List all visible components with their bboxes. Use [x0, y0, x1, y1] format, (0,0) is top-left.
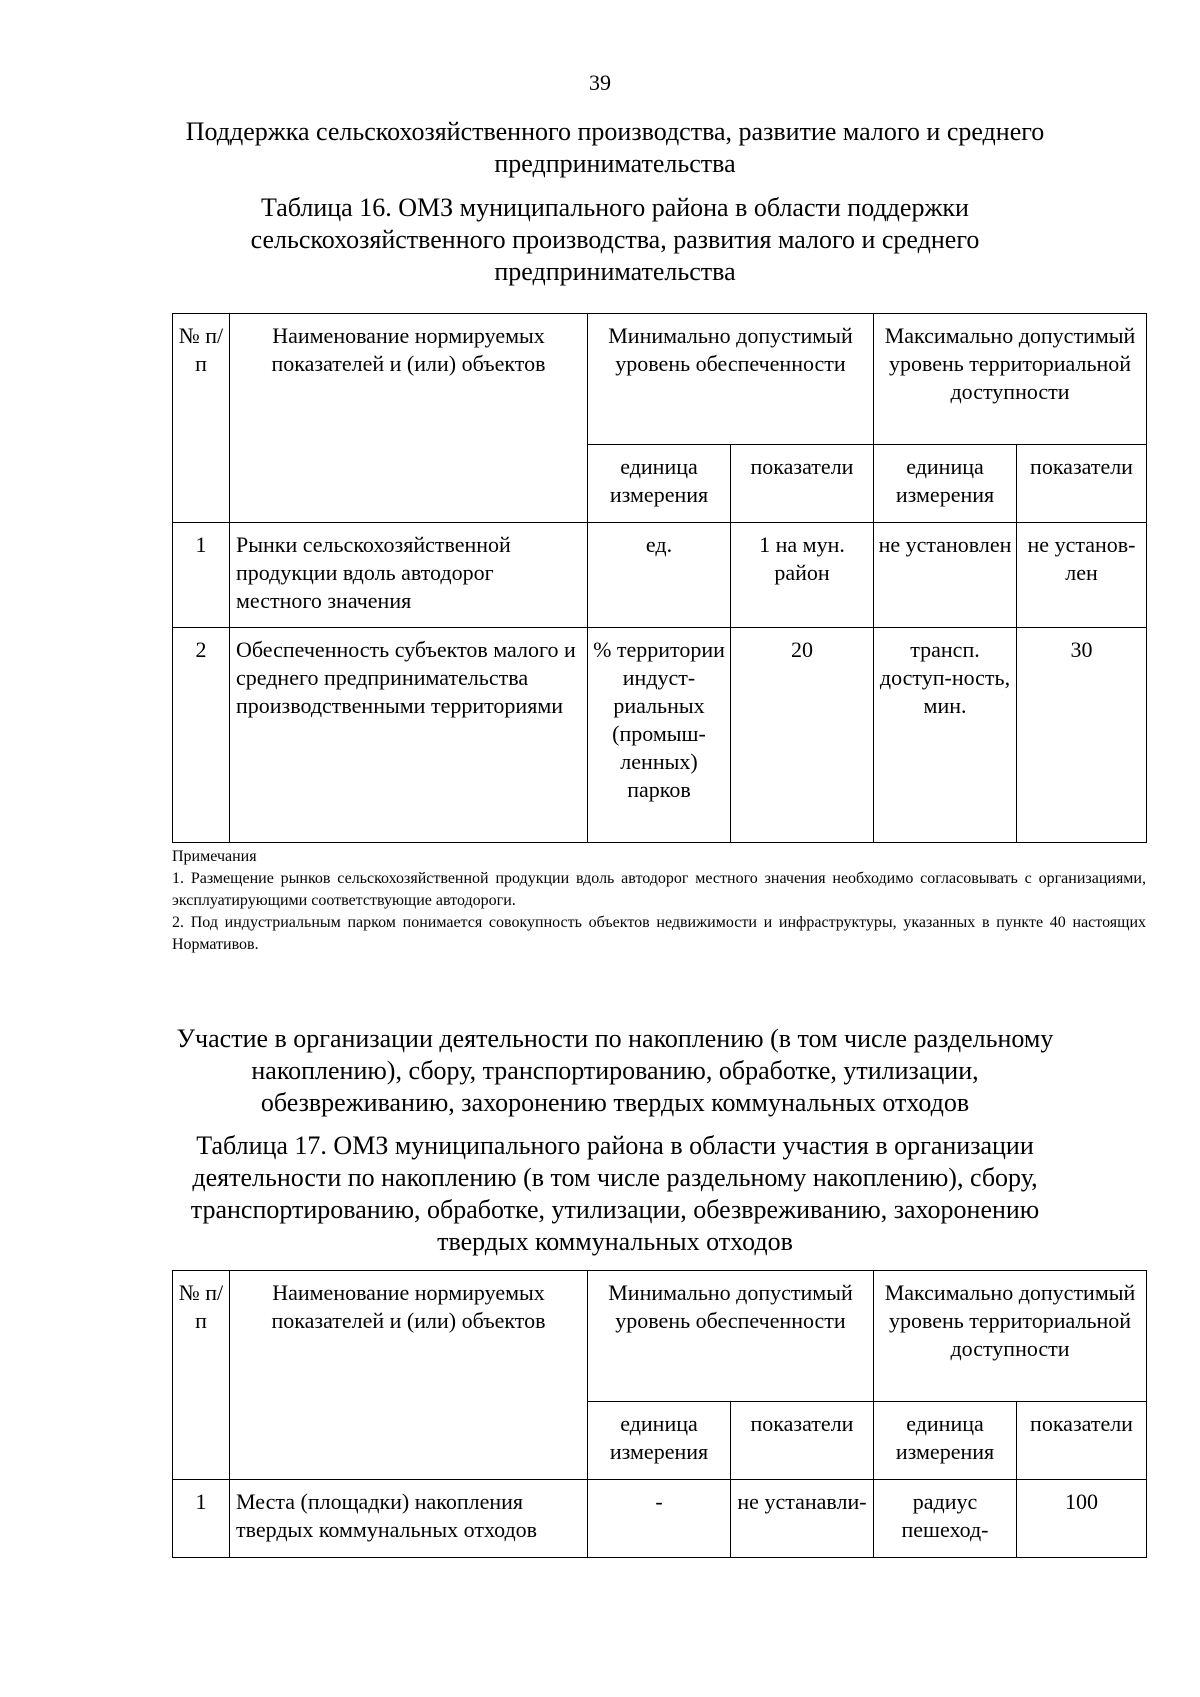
table-17	[172, 1270, 1147, 1558]
header-max-level: Максимально допустимый уровень территориальной доступности	[874, 1271, 1147, 1402]
section2-heading-line: Участие в организации деятельности по накоплению (в том числе раздельному	[176, 1024, 1054, 1053]
subheader-unit: единица измерения	[588, 445, 731, 523]
section1-heading-line: Поддержка сельскохозяйственного производства, развитие малого и среднего	[185, 117, 1045, 146]
table16-title-line: предпринимательства	[494, 257, 736, 286]
header-max-level: Максимально допустимый уровень территориальной доступности	[874, 314, 1147, 445]
cell-min-unit: -	[588, 1480, 731, 1558]
header-num: № п/п	[173, 314, 230, 523]
subheader-unit: единица измерения	[874, 445, 1017, 523]
cell-max-unit: не установлен	[874, 523, 1017, 628]
cell-num: 1	[173, 1480, 230, 1558]
table17-title-line: транспортированию, обработке, утилизации, обезвреживанию, захоронению	[190, 1195, 1040, 1224]
cell-num: 1	[173, 523, 230, 628]
table17-title	[150, 1130, 1080, 1258]
cell-max-unit: радиус пешеход-	[874, 1480, 1017, 1558]
table-header-row	[173, 314, 1147, 445]
cell-name: Рынки сельскохозяйственной продукции вдоль автодорог местного значения	[230, 523, 588, 628]
table-row	[173, 1480, 1147, 1558]
cell-name: Обеспеченность субъектов малого и среднего предпринимательства производственными территориями	[230, 628, 588, 843]
cell-max-value: не установ-лен	[1017, 523, 1147, 628]
section2-heading-line: обезвреживанию, захоронению твердых коммунальных отходов	[260, 1088, 970, 1117]
section2-heading	[150, 1023, 1080, 1119]
note-item: 1. Размещение рынков сельскохозяйственной продукции вдоль автодорог местного значения необходимо согласовывать с организациями, эксплуатирующими соответствующие автодороги.	[172, 870, 1146, 909]
subheader-value: показатели	[731, 445, 874, 523]
subheader-value: показатели	[731, 1402, 874, 1480]
subheader-unit: единица измерения	[588, 1402, 731, 1480]
table16-title-line: сельскохозяйственного производства, развития малого и среднего	[250, 225, 980, 254]
cell-max-value: 100	[1017, 1480, 1147, 1558]
cell-name: Места (площадки) накопления твердых коммунальных отходов	[230, 1480, 588, 1558]
section2-heading-line: накоплению), сбору, транспортированию, обработке, утилизации,	[251, 1056, 979, 1085]
table17-title-line: деятельности по накоплению (в том числе раздельному накоплению), сбору,	[192, 1163, 1038, 1192]
table16-title-line: Таблица 16. ОМЗ муниципального района в области поддержки	[261, 193, 969, 222]
section1-heading-line: предпринимательства	[494, 149, 736, 178]
notes-title: Примечания	[172, 848, 257, 865]
cell-min-value: 20	[731, 628, 874, 843]
subheader-value: показатели	[1017, 1402, 1147, 1480]
header-min-level: Минимально допустимый уровень обеспеченности	[588, 1271, 874, 1402]
header-name: Наименование нормируемых показателей и (или) объектов	[230, 314, 588, 523]
cell-min-value: 1 на мун. район	[731, 523, 874, 628]
cell-max-value: 30	[1017, 628, 1147, 843]
table17-title-line: твердых коммунальных отходов	[437, 1227, 793, 1256]
table16-title	[150, 192, 1080, 288]
note-item: 2. Под индустриальным парком понимается совокупность объектов недвижимости и инфраструктуры, указанных в пункте 40 настоящих Нормативов.	[172, 914, 1146, 953]
subheader-unit: единица измерения	[874, 1402, 1017, 1480]
cell-max-unit: трансп. доступ-ность, мин.	[874, 628, 1017, 843]
cell-min-unit: % территории индуст-риальных (промыш-ленных) парков	[588, 628, 731, 843]
table16-notes	[172, 846, 1146, 956]
subheader-value: показатели	[1017, 445, 1147, 523]
table-row	[173, 628, 1147, 843]
cell-min-value: не устанавли-	[731, 1480, 874, 1558]
table-16	[172, 313, 1147, 843]
header-num: № п/п	[173, 1271, 230, 1480]
table-row	[173, 523, 1147, 628]
page-number: 39	[589, 70, 611, 95]
cell-num: 2	[173, 628, 230, 843]
table17-title-line: Таблица 17. ОМЗ муниципального района в области участия в организации	[196, 1131, 1034, 1160]
table-header-row	[173, 1271, 1147, 1402]
cell-min-unit: ед.	[588, 523, 731, 628]
section1-heading	[150, 116, 1080, 180]
header-min-level: Минимально допустимый уровень обеспеченности	[588, 314, 874, 445]
header-name: Наименование нормируемых показателей и (или) объектов	[230, 1271, 588, 1480]
